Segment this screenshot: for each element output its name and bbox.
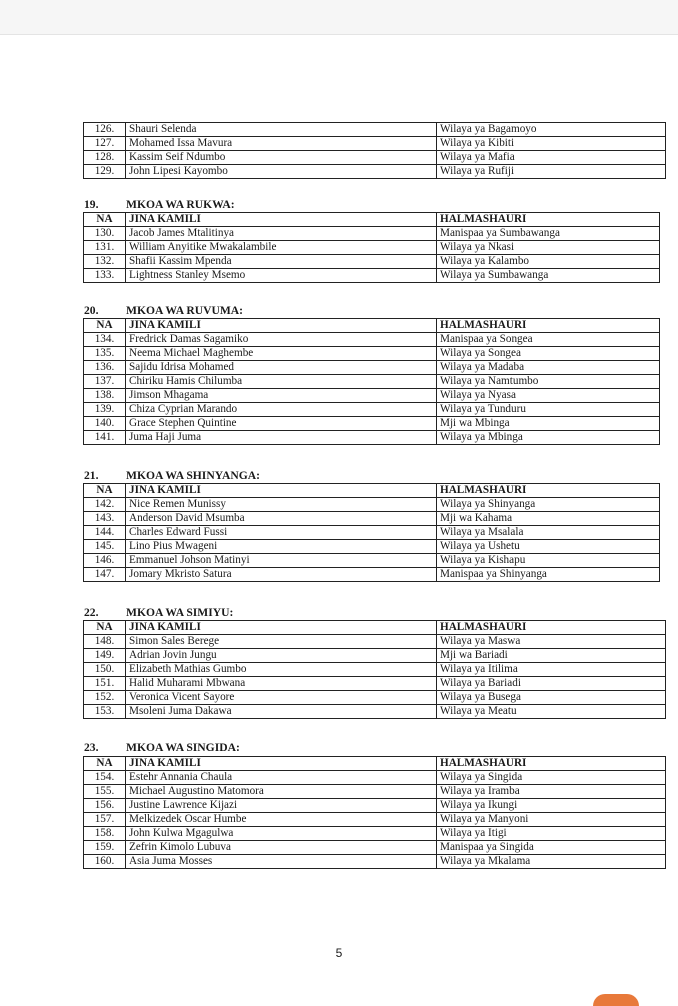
- full-name: Lino Pius Mwageni: [126, 540, 437, 554]
- full-name: Asia Juma Mosses: [126, 855, 437, 869]
- row-number: 132.: [84, 255, 126, 269]
- row-number: 149.: [84, 649, 126, 663]
- full-name: Kassim Seif Ndumbo: [126, 151, 437, 165]
- region-title: MKOA WA RUVUMA:: [126, 304, 244, 317]
- column-header-council: HALMASHAURI: [437, 484, 660, 498]
- council-name: Wilaya ya Mbinga: [437, 431, 660, 445]
- table-row: [84, 227, 660, 241]
- region-number: 20.: [84, 304, 99, 317]
- full-name: Juma Haji Juma: [126, 431, 437, 445]
- region-heading: [84, 741, 240, 754]
- column-header-council: HALMASHAURI: [437, 213, 660, 227]
- column-header-council: HALMASHAURI: [437, 757, 666, 771]
- council-name: Wilaya ya Singida: [437, 771, 666, 785]
- row-number: 143.: [84, 512, 126, 526]
- row-number: 150.: [84, 663, 126, 677]
- full-name: William Anyitike Mwakalambile: [126, 241, 437, 255]
- full-name: Veronica Vicent Sayore: [126, 691, 437, 705]
- council-name: Wilaya ya Tunduru: [437, 403, 660, 417]
- row-number: 139.: [84, 403, 126, 417]
- council-name: Manispaa ya Sumbawanga: [437, 227, 660, 241]
- table-row: [84, 705, 666, 719]
- council-name: Wilaya ya Busega: [437, 691, 666, 705]
- table-row: [84, 361, 660, 375]
- column-header-na: NA: [84, 213, 126, 227]
- full-name: Shafii Kassim Mpenda: [126, 255, 437, 269]
- table-row: [84, 568, 660, 582]
- column-header-na: NA: [84, 319, 126, 333]
- table-row: [84, 663, 666, 677]
- council-name: Wilaya ya Itigi: [437, 827, 666, 841]
- council-name: Manispaa ya Songea: [437, 333, 660, 347]
- column-header-na: NA: [84, 621, 126, 635]
- full-name: John Kulwa Mgagulwa: [126, 827, 437, 841]
- table-row: [84, 677, 666, 691]
- continued-table: [83, 122, 666, 179]
- region-title: MKOA WA RUKWA:: [126, 198, 235, 211]
- table-row: [84, 813, 666, 827]
- column-header-council: HALMASHAURI: [437, 319, 660, 333]
- table-row: [84, 691, 666, 705]
- table-row: [84, 137, 666, 151]
- row-number: 155.: [84, 785, 126, 799]
- table-header-row: [84, 484, 660, 498]
- council-name: Wilaya ya Madaba: [437, 361, 660, 375]
- table-row: [84, 417, 660, 431]
- column-header-na: NA: [84, 484, 126, 498]
- table-row: [84, 255, 660, 269]
- council-name: Wilaya ya Maswa: [437, 635, 666, 649]
- table-row: [84, 855, 666, 869]
- region-table: [83, 483, 660, 582]
- full-name: Simon Sales Berege: [126, 635, 437, 649]
- full-name: Melkizedek Oscar Humbe: [126, 813, 437, 827]
- full-name: Msoleni Juma Dakawa: [126, 705, 437, 719]
- row-number: 156.: [84, 799, 126, 813]
- table-row: [84, 554, 660, 568]
- council-name: Wilaya ya Namtumbo: [437, 375, 660, 389]
- row-number: 130.: [84, 227, 126, 241]
- full-name: Shauri Selenda: [126, 123, 437, 137]
- region-heading: [84, 198, 235, 211]
- region-table: [83, 212, 660, 283]
- region-table: [83, 756, 666, 869]
- council-name: Wilaya ya Msalala: [437, 526, 660, 540]
- region-table: [83, 620, 666, 719]
- full-name: Adrian Jovin Jungu: [126, 649, 437, 663]
- region-table: [83, 318, 660, 445]
- council-name: Wilaya ya Ikungi: [437, 799, 666, 813]
- row-number: 154.: [84, 771, 126, 785]
- row-number: 140.: [84, 417, 126, 431]
- full-name: Michael Augustino Matomora: [126, 785, 437, 799]
- table-row: [84, 375, 660, 389]
- row-number: 131.: [84, 241, 126, 255]
- table-header-row: [84, 757, 666, 771]
- row-number: 144.: [84, 526, 126, 540]
- row-number: 136.: [84, 361, 126, 375]
- region-heading: [84, 606, 233, 619]
- column-header-name: JINA KAMILI: [126, 757, 437, 771]
- full-name: Lightness Stanley Msemo: [126, 269, 437, 283]
- table-row: [84, 123, 666, 137]
- column-header-council: HALMASHAURI: [437, 621, 666, 635]
- column-header-na: NA: [84, 757, 126, 771]
- council-name: Wilaya ya Kishapu: [437, 554, 660, 568]
- row-number: 133.: [84, 269, 126, 283]
- full-name: Jimson Mhagama: [126, 389, 437, 403]
- region-number: 19.: [84, 198, 99, 211]
- council-name: Wilaya ya Itilima: [437, 663, 666, 677]
- row-number: 138.: [84, 389, 126, 403]
- council-name: Wilaya ya Iramba: [437, 785, 666, 799]
- council-name: Wilaya ya Bariadi: [437, 677, 666, 691]
- column-header-name: JINA KAMILI: [126, 319, 437, 333]
- row-number: 145.: [84, 540, 126, 554]
- table-row: [84, 269, 660, 283]
- row-number: 157.: [84, 813, 126, 827]
- council-name: Mji wa Bariadi: [437, 649, 666, 663]
- table-row: [84, 151, 666, 165]
- council-name: Wilaya ya Manyoni: [437, 813, 666, 827]
- row-number: 146.: [84, 554, 126, 568]
- table-row: [84, 841, 666, 855]
- council-name: Wilaya ya Sumbawanga: [437, 269, 660, 283]
- row-number: 129.: [84, 165, 126, 179]
- table-row: [84, 165, 666, 179]
- full-name: Chiza Cyprian Marando: [126, 403, 437, 417]
- region-number: 22.: [84, 606, 99, 619]
- row-number: 148.: [84, 635, 126, 649]
- row-number: 141.: [84, 431, 126, 445]
- council-name: Mji wa Mbinga: [437, 417, 660, 431]
- full-name: Charles Edward Fussi: [126, 526, 437, 540]
- row-number: 128.: [84, 151, 126, 165]
- table-row: [84, 347, 660, 361]
- full-name: Chiriku Hamis Chilumba: [126, 375, 437, 389]
- region-heading: [84, 304, 243, 317]
- column-header-name: JINA KAMILI: [126, 621, 437, 635]
- full-name: Zefrin Kimolo Lubuva: [126, 841, 437, 855]
- table-row: [84, 771, 666, 785]
- row-number: 151.: [84, 677, 126, 691]
- row-number: 153.: [84, 705, 126, 719]
- viewer-corner-button[interactable]: [593, 994, 639, 1006]
- row-number: 160.: [84, 855, 126, 869]
- table-row: [84, 333, 660, 347]
- council-name: Wilaya ya Ushetu: [437, 540, 660, 554]
- row-number: 127.: [84, 137, 126, 151]
- full-name: Anderson David Msumba: [126, 512, 437, 526]
- row-number: 158.: [84, 827, 126, 841]
- table-row: [84, 785, 666, 799]
- table-row: [84, 540, 660, 554]
- full-name: Sajidu Idrisa Mohamed: [126, 361, 437, 375]
- full-name: Emmanuel Johson Matinyi: [126, 554, 437, 568]
- row-number: 159.: [84, 841, 126, 855]
- region-title: MKOA WA SINGIDA:: [126, 741, 240, 754]
- council-name: Wilaya ya Nyasa: [437, 389, 660, 403]
- council-name: Wilaya ya Kibiti: [437, 137, 666, 151]
- council-name: Wilaya ya Nkasi: [437, 241, 660, 255]
- table-row: [84, 403, 660, 417]
- table-row: [84, 389, 660, 403]
- row-number: 135.: [84, 347, 126, 361]
- table-row: [84, 799, 666, 813]
- full-name: Jacob James Mtalitinya: [126, 227, 437, 241]
- council-name: Wilaya ya Shinyanga: [437, 498, 660, 512]
- region-heading: [84, 469, 260, 482]
- council-name: Manispaa ya Singida: [437, 841, 666, 855]
- table-row: [84, 241, 660, 255]
- full-name: John Lipesi Kayombo: [126, 165, 437, 179]
- region-number: 21.: [84, 469, 99, 482]
- column-header-name: JINA KAMILI: [126, 213, 437, 227]
- region-title: MKOA WA SHINYANGA:: [126, 469, 260, 482]
- table-header-row: [84, 213, 660, 227]
- table-header-row: [84, 621, 666, 635]
- full-name: Mohamed Issa Mavura: [126, 137, 437, 151]
- table-row: [84, 649, 666, 663]
- column-header-name: JINA KAMILI: [126, 484, 437, 498]
- council-name: Wilaya ya Rufiji: [437, 165, 666, 179]
- row-number: 126.: [84, 123, 126, 137]
- table-row: [84, 827, 666, 841]
- full-name: Halid Muharami Mbwana: [126, 677, 437, 691]
- council-name: Wilaya ya Mkalama: [437, 855, 666, 869]
- table-header-row: [84, 319, 660, 333]
- council-name: Wilaya ya Bagamoyo: [437, 123, 666, 137]
- table-row: [84, 635, 666, 649]
- full-name: Jomary Mkristo Satura: [126, 568, 437, 582]
- council-name: Wilaya ya Mafia: [437, 151, 666, 165]
- full-name: Justine Lawrence Kijazi: [126, 799, 437, 813]
- table-row: [84, 512, 660, 526]
- full-name: Grace Stephen Quintine: [126, 417, 437, 431]
- table-row: [84, 498, 660, 512]
- full-name: Neema Michael Maghembe: [126, 347, 437, 361]
- full-name: Elizabeth Mathias Gumbo: [126, 663, 437, 677]
- full-name: Fredrick Damas Sagamiko: [126, 333, 437, 347]
- full-name: Estehr Annania Chaula: [126, 771, 437, 785]
- region-title: MKOA WA SIMIYU:: [126, 606, 234, 619]
- row-number: 147.: [84, 568, 126, 582]
- region-number: 23.: [84, 741, 99, 754]
- council-name: Wilaya ya Songea: [437, 347, 660, 361]
- council-name: Manispaa ya Shinyanga: [437, 568, 660, 582]
- row-number: 142.: [84, 498, 126, 512]
- council-name: Wilaya ya Meatu: [437, 705, 666, 719]
- row-number: 152.: [84, 691, 126, 705]
- table-row: [84, 526, 660, 540]
- row-number: 134.: [84, 333, 126, 347]
- table-row: [84, 431, 660, 445]
- full-name: Nice Remen Munissy: [126, 498, 437, 512]
- row-number: 137.: [84, 375, 126, 389]
- council-name: Wilaya ya Kalambo: [437, 255, 660, 269]
- page-number: 5: [335, 946, 343, 960]
- council-name: Mji wa Kahama: [437, 512, 660, 526]
